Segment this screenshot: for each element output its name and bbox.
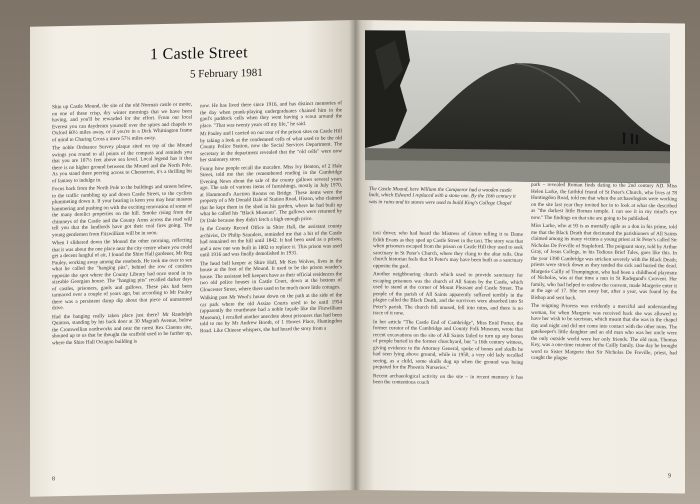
paragraph: When I slithered down the Mound the other morning, reflecting that it was about the one place near the city centre where you could get a decent lungful of air, I found the Shire Hall gardener, Mr Reg Pauley, working away among the rosebeds. He took me over to see what he called the "hanging pits", behind the row of conifers opposite the spot where the County Library had once stood in its sizeable Georgian house. The "hanging pits" recalled darker days of castles, prisoners, gaols and gallows. These pits had been tarmaced over a couple of years ago, but according to Mr Pauley there was a persistent damp dip about that piece of unmarmed drive. xyxy=(52,237,192,312)
paragraph: Miss Larke, who at 93 is as mentally agile as a don in his prime, told me that the Black Death that decimated the parishioners of All Saints claimed among its many victims a young priest at St Peter's called Sir Nicholas De Freville of Stapleford. The poignant story, told by Arthur Gray, of Jesus College, in his Tedious Brief Tales, goes like this. In the year 1390 Cambridge was stricken severely with the Black Death; priests were struck down as they tended the sick and buried the dead. Margerie Cailly of Trumpington, who had been a childhood playmate of Nicholas, was at that time a nun in St Radegund's Convent. Her family, who had helped to endow the convent, made Margerie enter it at the age of 17. She ran away but, after a year, was found by the Bishop and sent back. xyxy=(531,222,677,301)
left-column-1 xyxy=(52,101,192,348)
paragraph: The noble Ordnance Survey plaque sited on top of the Mound swings you round to all points of the compass and reminds you that you are 107½ feet above sea level. Local legend has it that there is no higher ground between the Mound and the North Pole. As you stand there peering across to Chesterton, it's a thrilling bit of fantasy to indulge in. xyxy=(52,142,192,184)
book-gutter xyxy=(349,20,361,490)
right-page xyxy=(355,20,685,493)
paragraph: Recent archaeological activity on the site – in recent memory it has been the contentious coach xyxy=(373,372,523,386)
chapter-title: 1 Castle Street xyxy=(150,44,248,64)
paragraph: The head bell keeper at Shire Hall, Mr Ken Wolves, lives in the house at the foot of the Mound. It used to be the prison warder's house. The assistant bell keepers have as their official residences the two old police houses in Castle Court, down at the bottom of Gloucester Street, where there used to be much more little cottages. xyxy=(200,257,342,293)
paragraph: taxi driver, who had heard the Mistress of Girton telling it to Dame Edith Evans as they sped up Castle Street in the taxi. The story was that when prisoners escaped from the prison on Castle Hill they used to seek sanctuary in St Peter's Church, where they clung to the altar rails. One church historian feels that St Peter's may have been built as a sanctuary opposite the gaol. xyxy=(373,230,523,270)
left-column-2 xyxy=(200,100,342,336)
paragraph: Focus back from the North Pole to the buildings and streets below, to the traffic rumbling up and down Castle Street, to the cyclists plummeting down it. If your hearing is keen you may hear masons hammering and pushing on with the exciting renovation of some of the many derelict properties on the hill. Smoke rising from the chimneys of the Castle and the County Arms across the road will tell you that the landlords have got their coal fires going. The young gentlemen from Fitzwilliam will be in soon. xyxy=(52,183,192,238)
right-column-2 xyxy=(531,182,677,365)
paragraph: Shin up Castle Mound, the site of the old Norman castle or motte, on one of these crisp, dry winter mornings that we have been having, and you'll be rewarded for the effort. From our local Everest you can daydream yourself over the spires and chapels to Oxford 60½ miles away, or if you're in a Dick Whittington frame of mind to Charing Cross a mere 57¼ miles away. xyxy=(52,101,192,143)
paragraph: Had the hanging really taken place just there? Mr Randolph Quinton, standing by his back door at 30 Magrath Avenue, below the Cromwellian earthworks and near the rarest Rex Cinema site, shouted up to us that he thought the scaffold used to be further up, where the Shire Hall Octagon building is xyxy=(52,310,192,346)
paragraph: The reigning Prioress was evidently a merciful and understanding woman, for when Margerie was received back she was allowed to have her wish to be sacristan, which meant that she was in the chapel day and night and did not come into contact with the other nuns. The gatekeeper's little daughter and an old man who was her uncle were the only outside world were her only friends. The old man, Thomas Key, was a one-time retainer of the Cailly family. One day he brought word to Sister Margerie that Sir Nicholas De Freville, priest, had caught the plague xyxy=(531,302,677,362)
photo-caption: The Castle Mound, here William the Conqueror had a wooden castle built, which Edward I replaced with a stone one. By the 16th century it was in ruins and its stones were used to build King's College Chapel xyxy=(369,186,516,207)
paragraph: now. He has lived there since 1916, and has distinct memories of the day when prank-playing undergraduates chained him in the gaol's paddock cells when they went having a scout around the place. "That was twenty years off my life," he said. xyxy=(200,100,342,129)
left-page xyxy=(30,20,355,497)
paragraph: Walking past Mr Wool's house down on the path at the side of the car park where the old Assize Courts used to be until 1954 (apparently the courthouse had a noble façade like the Fitzwilliam Museum), I recalled another anecdote about prisoners that had been told to me by Mr Andrew Booth, of 1 Howes Place, Huntingdon Road. Like Chinese whispers, she had heard the story from a xyxy=(200,292,342,334)
paragraph: park – revealed Roman finds dating to the 2nd century AD. Miss Helen Larke, the faithful friend of St Peter's Church, who lives at 78 Huntingdon Road, told me that when the archaeologists were working on the site last year they invited her in to look at what she described as "the darkest little Roman temple. I can see it in my mind's eye now." The findings on that site are going to be published. xyxy=(531,181,677,222)
castle-mound-photo xyxy=(365,30,670,183)
book-spread xyxy=(30,20,685,490)
chapter-date: 5 February 1981 xyxy=(190,66,263,81)
photo-image xyxy=(365,30,670,183)
right-column-1 xyxy=(373,230,523,389)
paragraph: Mr Pauley and I carried on our tour of the prison sites on Castle Hill by taking a look at the condemned cells of what used to be the old County Police Station, now the Social Services Department. The secretary in the department revealed that the "old cells" were now her stationery store. xyxy=(200,128,342,164)
paragraph: Another neighbouring church which used to provide sanctuary for escaping prisoners was the church of All Saints by the Castle, which used to stand at the corner of Mount Pleasant and Castle Street. The people of the parish of All Saints apparently suffered terribly in the plague called the Black Death, and the survivors were absorbed into St Peter's parish. The church fell unused, fell into ruins, and there is no trace of it now. xyxy=(373,271,523,317)
paragraph: In her article "The Castle End of Cambridge", Miss Enid Porter, the former curator of the Cambridge and County Folk Museum, wrote that recent excavations on the site of All Saints failed to turn up any bones of people buried in the former churchyard, but "a 16th century witness, giving evidence to the Attorney General, spoke of bones and skulls he had seen lying above ground, while in 1950, a very old lady recalled seeing, as a child, some skulls dug up when the ground was being prepared for the Phoenix Nurseries." xyxy=(373,318,523,371)
page-number-left: 8 xyxy=(52,476,55,483)
page-number-right: 9 xyxy=(668,473,671,480)
paragraph: In the County Record Office in Shire Hall, the assistant county archivist, Dr Philip Saunders, reminded me that a bit of the Castle had remained on the hill until 1842. It had been used as a prison, and a new one was built in 1802 to replace it. This prison was used until 1916 and was finally demolished in 1931. xyxy=(200,223,342,259)
paragraph: Funny how people recall the macabre. Miss Ivy Benton, of 2 Hale Street, told me that she remembered reading in the Cambridge Evening News about the sale of the county gallows several years ago. The sale of various items of furnishings, mostly in July 1970, at Hammond's Auction Rooms on Bridge. These items were the property of a Mr Donald Dale of Station Road, Histon, who claimed that he kept them in the shed in his garden, where he had built up what he called his "Black Museum". The gallows were returned by Dr Dale because they didn't fetch a high enough price. xyxy=(200,162,342,224)
